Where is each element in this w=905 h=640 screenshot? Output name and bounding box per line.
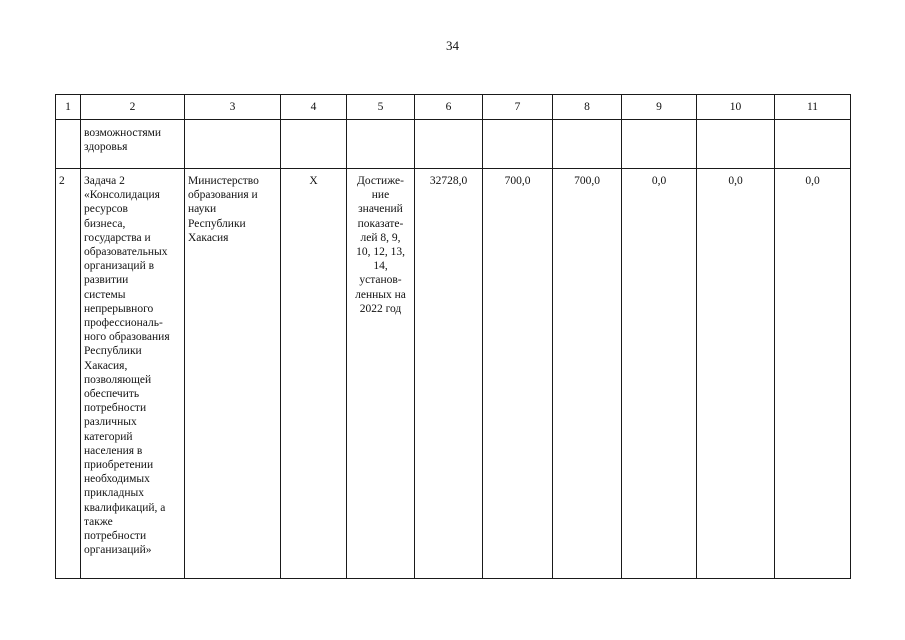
continuation-cell-5 [347,120,415,169]
table-row [56,169,851,579]
continuation-cell-9 [622,120,697,169]
header-cell-9: 9 [622,95,697,120]
executor-cell: Министерство образования и науки Республики Хакасия [185,169,281,579]
amount-col8-cell: 700,0 [553,169,622,579]
continuation-cell-7 [483,120,553,169]
continuation-cell-11 [775,120,851,169]
header-cell-7: 7 [483,95,553,120]
amount-col10-cell: 0,0 [697,169,775,579]
amount-col11-cell: 0,0 [775,169,851,579]
continuation-cell-task: возможностями здоровья [81,120,185,169]
continuation-cell-6 [415,120,483,169]
table-header-row [56,95,851,120]
header-cell-5: 5 [347,95,415,120]
amount-col9-cell: 0,0 [622,169,697,579]
header-cell-4: 4 [281,95,347,120]
header-cell-8: 8 [553,95,622,120]
continuation-cell-10 [697,120,775,169]
header-cell-2: 2 [81,95,185,120]
page-number: 34 [446,38,459,53]
col4-cell: Х [281,169,347,579]
continuation-cell-8 [553,120,622,169]
continuation-cell-4 [281,120,347,169]
header-cell-11: 11 [775,95,851,120]
amount-col6-cell: 32728,0 [415,169,483,579]
row-number-cell: 2 [56,169,81,579]
result-indicator-cell: Достиже- ние значений показате- лей 8, 9, 10, 12, 13, 14, установ- ленных на 2022 год [347,169,415,579]
continuation-cell-num [56,120,81,169]
header-cell-10: 10 [697,95,775,120]
header-cell-1: 1 [56,95,81,120]
header-cell-6: 6 [415,95,483,120]
continuation-cell-executor [185,120,281,169]
amount-col7-cell: 700,0 [483,169,553,579]
table-row [56,120,851,169]
header-cell-3: 3 [185,95,281,120]
task-description-cell: Задача 2 «Консолидация ресурсов бизнеса, государства и образовательных организаций в развитии системы непрерывного профессиональ- ного образования Республики Хакасия, позволяющей обеспечить потребности различных категорий населения в приобретении необходимых прикладных квалификаций, а также потребности организаций» [81,169,185,579]
budget-table [55,94,851,579]
